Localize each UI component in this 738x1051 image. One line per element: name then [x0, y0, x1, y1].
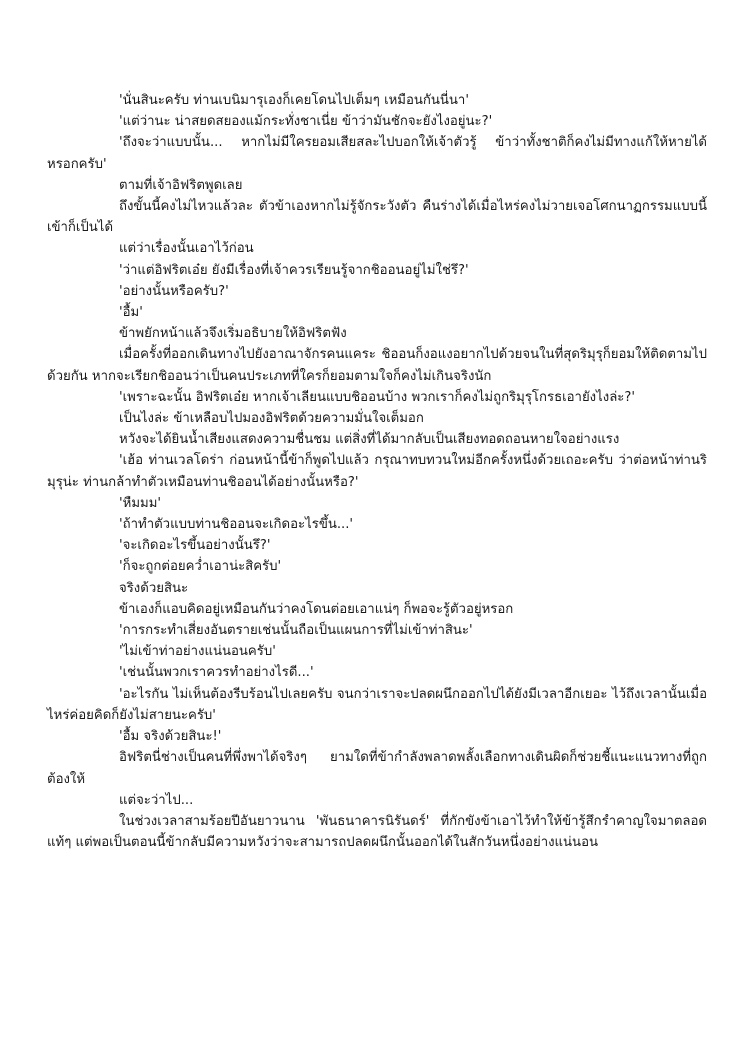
paragraph-5: ถึงขั้นนี้คงไม่ไหวแล้วละ ตัวข้าเองหากไม่รู้จักระวังตัว คืนร่างได้เมื่อไหร่คงไม่วายเจอโศกนาฏกรรมแบบนี้เข้าก็เป็นได้ [47, 199, 707, 236]
paragraph-22: 'การกระทำเสี่ยงอันตรายเช่นนั้นถือเป็นแผนการที่ไม่เข้าท่าสินะ' [119, 623, 473, 639]
paragraph-26: 'อื้ม จริงด้วยสินะ!' [119, 729, 222, 745]
paragraph-20: จริงด้วยสินะ [119, 580, 189, 596]
paragraph-12: 'เพราะฉะนั้น อิฟริตเอ๋ย หากเจ้าเลียนแบบชิออนบ้าง พวกเราก็คงไม่ถูกริมุรุโกรธเอายังไงล่ะ?' [119, 389, 635, 405]
paragraph-7: 'ว่าแต่อิฟริตเอ๋ย ยังมีเรื่องที่เจ้าควรเรียนรู้จากชิออนอยู่ไม่ใช่รึ?' [119, 262, 469, 278]
paragraph-11: เมื่อครั้งที่ออกเดินทางไปยังอาณาจักรคนแคระ ชิออนก็งอแงอยากไปด้วยจนในที่สุดริมุรุก็ยอมให้ติดตามไปด้วยกัน หากจะเรียกชิออนว่าเป็นคนประเภทที่ใครก็ยอมตามใจก็คงไม่เกินจริงนัก [47, 347, 707, 384]
paragraph-19: 'ก็จะถูกต่อยคว่ำเอาน่ะสิครับ' [119, 559, 282, 575]
paragraph-25: 'อะไรกัน ไม่เห็นต้องรีบร้อนไปเลยครับ จนกว่าเราจะปลดผนึกออกไปได้ยังมีเวลาอีกเยอะ ไว้ถึงเวลานั้นเมื่อไหร่ค่อยคิดก็ยังไม่สายนะครับ' [47, 686, 707, 723]
paragraph-3: 'ถึงจะว่าแบบนั้น... หากไม่มีใครยอมเสียสละไปบอกให้เจ้าตัวรู้ ข้าว่าทั้งชาติก็คงไม่มีทางแก้ให้หายได้หรอกครับ' [47, 135, 707, 172]
paragraph-23: 'ไม่เข้าท่าอย่างแน่นอนครับ' [119, 644, 276, 660]
paragraph-16: 'หืมมม' [119, 495, 162, 511]
paragraph-17: 'ถ้าทำตัวแบบท่านชิออนจะเกิดอะไรขึ้น...' [119, 517, 354, 533]
paragraph-29: ในช่วงเวลาสามร้อยปีอันยาวนาน 'พันธนาคารนิรันดร์' ที่กักขังข้าเอาไว้ทำให้ข้ารู้สึกรำคาญใจมาตลอดแท้ๆ แต่พอเป็นตอนนี้ข้ากลับมีความหวังว่าจะสามารถปลดผนึกนั้นออกได้ในสักวันหนึ่งอย่างแน่นอน [47, 813, 707, 851]
paragraph-18: 'จะเกิดอะไรขึ้นอย่างนั้นรึ?' [119, 538, 271, 554]
paragraph-24: 'เช่นนั้นพวกเราควรทำอย่างไรดี...' [119, 665, 314, 681]
paragraph-6: แต่ว่าเรื่องนั้นเอาไว้ก่อน [119, 241, 254, 257]
story-text [47, 90, 707, 853]
paragraph-9: 'อื้ม' [119, 305, 143, 321]
paragraph-13: เป็นไงล่ะ ข้าเหลือบไปมองอิฟริตด้วยความมั่นใจเต็มอก [119, 411, 424, 427]
paragraph-28: แต่จะว่าไป... [119, 792, 194, 808]
paragraph-1: 'นั่นสินะครับ ท่านเบนิมารุเองก็เคยโดนไปเต็มๆ เหมือนกันนี่นา' [119, 93, 469, 108]
paragraph-8: 'อย่างนั้นหรือครับ?' [119, 283, 229, 299]
paragraph-21: ข้าเองก็แอบคิดอยู่เหมือนกันว่าคงโดนต่อยเอาแน่ๆ ก็พอจะรู้ตัวอยู่หรอก [119, 601, 514, 617]
paragraph-27: อิฟริตนี่ช่างเป็นคนที่พึ่งพาได้จริงๆ ยามใดที่ข้ากำลังพลาดพลั้งเลือกทางเดินผิดก็ช่วยชี้แนะแนวทางที่ถูกต้องให้ [47, 750, 707, 787]
paragraph-15: 'เฮ้อ ท่านเวลโดร่า ก่อนหน้านี้ข้าก็พูดไปแล้ว กรุณาทบทวนใหม่อีกครั้งหนึ่งด้วยเถอะครับ ว่าต่อหน้าท่านริมุรุน่ะ ท่านกล้าทำตัวเหมือนท่านชิออนได้อย่างนั้นหรือ?' [47, 453, 707, 490]
paragraph-14: หวังจะได้ยินน้ำเสียงแสดงความชื่นชม แต่สิ่งที่ได้มากลับเป็นเสียงทอดถอนหายใจอย่างแรง [119, 432, 620, 448]
paragraph-2: 'แต่ว่านะ น่าสยดสยองแม้กระทั่งชาเนี่ย ข้าว่ามันชักจะยังไงอยู่นะ?' [119, 114, 493, 130]
paragraph-4: ตามที่เจ้าอิฟริตพูดเลย [119, 177, 243, 193]
paragraph-10: ข้าพยักหน้าแล้วจึงเริ่มอธิบายให้อิฟริตฟัง [119, 326, 347, 342]
